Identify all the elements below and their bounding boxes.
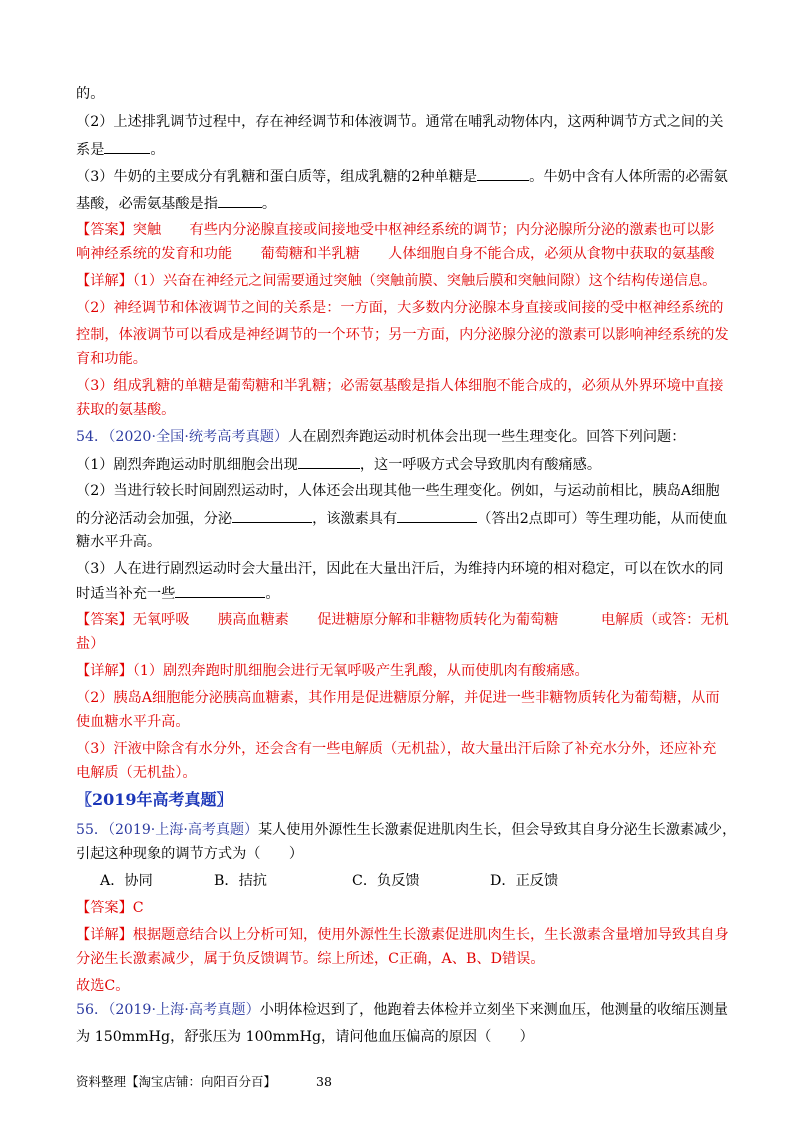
- question-56-stem-cont: 为 150mmHg，舒张压为 100mmHg，请问他血压偏高的原因（ ）: [76, 1029, 534, 1045]
- option-a: A．协同: [100, 873, 153, 889]
- question-55-stem-cont: 引起这种现象的调节方式为（ ）: [76, 846, 304, 862]
- question-53-part-3-cont: [76, 193, 276, 215]
- explanation-line: 使血糖水平升高。: [76, 714, 190, 730]
- question-number: 55．: [76, 822, 108, 838]
- text-span: 时适当补充一些: [76, 586, 176, 602]
- text-span: 。牛奶中含有人体所需的必需氨: [529, 169, 728, 185]
- explanation-line: （3）组成乳糖的单糖是葡萄糖和半乳糖；必需氨基酸是指人体细胞不能合成的，必须从外界环境中直接: [76, 378, 724, 394]
- answer-blank: [477, 166, 529, 181]
- text-span: 。: [261, 196, 277, 212]
- text-span: （3）牛奶的主要成分有乳糖和蛋白质等，组成乳糖的2种单糖是: [76, 169, 478, 185]
- answer-line: 响神经系统的发育和功能 葡萄糖和半乳糖 人体细胞自身不能合成，必须从食物中获取的氨基酸: [76, 246, 715, 262]
- question-55-stem: [76, 820, 736, 842]
- question-53-part-2-cont: [76, 139, 165, 161]
- text-span: 人在剧烈奔跑运动时机体会出现一些生理变化。回答下列问题：: [288, 429, 686, 445]
- text-span: （1）剧烈奔跑运动时肌细胞会出现: [76, 457, 298, 473]
- text-span: 。: [150, 142, 165, 158]
- option-d: D．正反馈: [490, 873, 559, 889]
- answer-blank: [232, 508, 312, 523]
- explanation-line: 分泌生长激素减少，属于负反馈调节。综上所述，C正确，A、B、D错误。: [76, 951, 545, 967]
- answer-blank: [175, 583, 265, 598]
- explanation-line: 【详解】（1）兴奋在神经元之间需要通过突触（突触前膜、突触后膜和突触间隙）这个结构传递信息。: [76, 273, 717, 289]
- text-span: 某人使用外源性生长激素促进肌肉生长，但会导致其自身分泌生长激素减少，: [258, 822, 737, 838]
- option-b: B．拮抗: [214, 873, 267, 889]
- question-53-part-2: [76, 112, 723, 134]
- question-54-part-2-cont: 糖水平升高。: [76, 534, 162, 550]
- explanation-line: 电解质（无机盐）。: [76, 765, 197, 781]
- answer-line: 盐）: [76, 636, 105, 652]
- text-span: 基酸，必需氨基酸是指: [76, 196, 218, 212]
- explanation-line: （2）神经调节和体液调节之间的关系是：一方面，大多数内分泌腺本身直接或间接的受中枢神经系统的: [76, 300, 724, 316]
- question-54-part-2-cont: [76, 508, 727, 530]
- answer-blank: [218, 193, 262, 208]
- text-line: 的。: [76, 86, 105, 102]
- explanation-line: 【详解】（1）剧烈奔跑时肌细胞会进行无氧呼吸产生乳酸，从而使肌肉有酸痛感。: [76, 663, 589, 679]
- explanation-line: 控制，体液调节可以看成是神经调节的一个环节；另一方面，内分泌腺分泌的激素可以影响神经系统的发: [76, 327, 729, 343]
- text-span: 系是: [76, 142, 105, 158]
- explanation-line: （3）汗液中除含有水分外，还会含有一些电解质（无机盐），故大量出汗后除了补充水分外，还应补充: [76, 741, 717, 757]
- page-number: 38: [316, 1074, 332, 1089]
- page-footer: [76, 1072, 332, 1090]
- question-source: （2020·全国·统考高考真题）: [108, 429, 289, 445]
- question-number: 54．: [76, 429, 109, 445]
- answer-line: 【答案】突触 有些内分泌腺直接或间接地受中枢神经系统的调节；内分泌腺所分泌的激素也可以影: [76, 222, 715, 238]
- question-56-stem: [76, 1000, 728, 1022]
- text-span: 。: [265, 586, 280, 602]
- question-54-part-2: （2）当进行较长时间剧烈运动时，人体还会出现其他一些生理变化。例如，与运动前相比，胰岛A细胞: [76, 483, 720, 499]
- question-54-stem: [76, 427, 685, 449]
- explanation-line: 育和功能。: [76, 351, 147, 367]
- answer-blank: [397, 508, 477, 523]
- text-span: （2）上述排乳调节过程中，存在神经调节和体液调节。通常在哺乳动物体内，这两种调节方式之间的关: [76, 114, 724, 130]
- explanation-line: 【详解】根据题意结合以上分析可知，使用外源性生长激素促进肌肉生长，生长激素含量增加导致其自身: [76, 927, 729, 943]
- question-source: （2019·上海·高考真题）: [108, 1002, 260, 1018]
- text-span: 的分泌活动会加强，分泌: [76, 511, 233, 527]
- answer-blank: [298, 454, 360, 469]
- question-54-part-3-cont: [76, 583, 280, 605]
- explanation-line: （2）胰岛A细胞能分泌胰高血糖素，其作用是促进糖原分解，并促进一些非糖物质转化为葡萄糖，从而: [76, 690, 720, 706]
- question-54-part-1: [76, 454, 601, 476]
- question-54-part-3: （3）人在进行剧烈运动时会大量出汗，因此在大量出汗后，为维持内环境的相对稳定，可以在饮水的同: [76, 561, 724, 577]
- text-span: ，该激素具有: [312, 511, 398, 527]
- text-span: ，这一呼吸方式会导致肌肉有酸痛感。: [359, 457, 602, 473]
- explanation-line: 故选C。: [76, 978, 130, 994]
- option-c: C．负反馈: [352, 873, 420, 889]
- question-number: 56．: [76, 1002, 109, 1018]
- answer-blank: [104, 139, 150, 154]
- text-span: 小明体检迟到了，他跑着去体检并立刻坐下来测血压，他测量的收缩压测量: [259, 1002, 728, 1018]
- question-source: （2019·上海·高考真题）: [107, 822, 259, 838]
- explanation-line: 获取的氨基酸。: [76, 402, 176, 418]
- answer-line: 【答案】无氧呼吸 胰高血糖素 促进糖原分解和非糖物质转化为葡萄糖 电解质（或答：无机: [76, 612, 729, 628]
- answer-line: 【答案】C: [76, 900, 144, 916]
- section-heading: 〖2019年高考真题〗: [76, 790, 233, 809]
- footer-source: 资料整理【淘宝店铺：向阳百分百】: [76, 1074, 277, 1089]
- text-span: （答出2点即可）等生理功能，从而使血: [477, 511, 728, 527]
- question-53-part-3: [76, 166, 728, 188]
